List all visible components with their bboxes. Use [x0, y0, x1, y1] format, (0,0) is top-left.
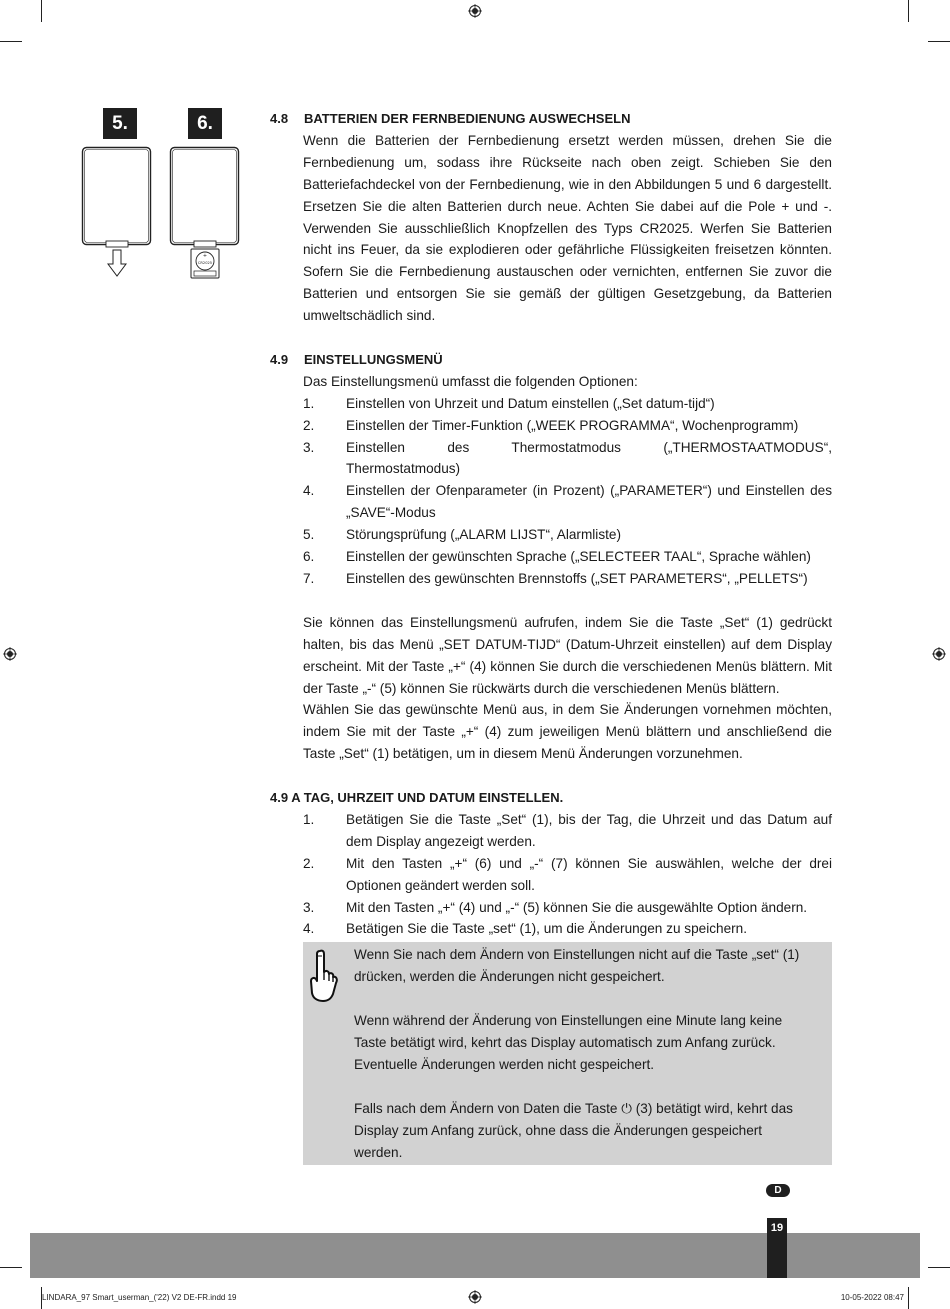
section-heading	[270, 108, 832, 130]
list-text: Einstellen des Thermostatmodus („THERMOSTAATMODUS“, Thermostatmodus)	[346, 439, 832, 477]
list-number: 4.	[303, 483, 315, 499]
list-item	[303, 568, 832, 590]
print-slug-left: LINDARA_97 Smart_userman_('22) V2 DE-FR.indd 19	[42, 1293, 237, 1302]
page-number: 19	[767, 1218, 787, 1278]
paragraph: Wählen Sie das gewünschte Menü aus, in dem Sie Änderungen vornehmen möchten, indem Sie mit der Taste „+“ (4) zum jeweiligen Menü blättern und anschließend die Taste „Set“ (1) betätigen, um in diesem Menü Änderungen vorzunehmen.	[303, 702, 832, 762]
list-text: Störungsprüfung („ALARM LIJST“, Alarmliste)	[346, 527, 621, 543]
list-number: 6.	[303, 549, 315, 565]
list-number: 1.	[303, 395, 315, 411]
battery-insertion-figure	[167, 145, 241, 280]
figure-6-label: 6.	[188, 108, 222, 139]
list-item	[303, 809, 832, 853]
paragraph: Das Einstellungsmenü umfasst die folgenden Optionen:	[303, 373, 638, 389]
crop-mark	[0, 1267, 22, 1268]
list-item	[303, 437, 832, 481]
section-number: 4.8	[270, 111, 289, 126]
note-text: Wenn während der Änderung von Einstellungen eine Minute lang keine Taste betätigt wird, kehrt das Display automatisch zum Anfang zurück. Eventuelle Änderungen werden nicht gespeichert.	[354, 1013, 783, 1072]
remote-cover-removal-figure	[80, 145, 154, 280]
list-text: Einstellen von Uhrzeit und Datum einstellen („Set datum-tijd“)	[346, 395, 715, 411]
paragraph: Sie können das Einstellungsmenü aufrufen, indem Sie die Taste „Set“ (1) gedrückt halten, bis das Menü „SET DATUM-TIJD“ (Datum-Uhrzeit einstellen) auf dem Display erscheint. Mit der Taste „+“ (4) können Sie durch die verschiedenen Menüs blättern. Mit der Taste „-“ (5) können Sie rückwärts durch die verschiedenen Menüs blättern.	[303, 614, 832, 696]
list-number: 1.	[303, 811, 315, 827]
list-text: Betätigen Sie die Taste „set“ (1), um die Änderungen zu speichern.	[346, 921, 747, 937]
list-item	[303, 546, 832, 568]
note-text: Wenn Sie nach dem Ändern von Einstellungen nicht auf die Taste „set“ (1) drücken, werden die Änderungen nicht gespeichert.	[354, 947, 800, 985]
pointing-hand-icon	[307, 948, 339, 1004]
language-badge: D	[766, 1184, 790, 1197]
crop-mark	[0, 41, 22, 42]
section-title: EINSTELLUNGSMENÜ	[304, 351, 443, 367]
crop-mark	[928, 1267, 950, 1268]
crop-mark	[928, 41, 950, 42]
list-number: 4.	[303, 921, 315, 937]
list-number: 3.	[303, 899, 315, 915]
crop-mark	[41, 0, 42, 22]
list-number: 5.	[303, 527, 315, 543]
steps-list	[303, 809, 832, 940]
list-number: 2.	[303, 855, 315, 871]
section-title: BATTERIEN DER FERNBEDIENUNG AUSWECHSELN	[304, 111, 631, 126]
list-text: Einstellen der Ofenparameter (in Prozent) („PARAMETER“) und Einstellen des „SAVE“-Modus	[346, 483, 832, 521]
registration-mark-icon	[468, 4, 482, 18]
list-item	[303, 480, 832, 524]
note-text: Falls nach dem Ändern von Daten die Taste ⏻ (3) betätigt wird, kehrt das Display zum Anfang zurück, ohne dass die Änderungen gespeichert werden.	[354, 1100, 793, 1160]
list-item	[303, 393, 832, 415]
list-item	[303, 415, 832, 437]
registration-mark-icon	[3, 647, 17, 661]
list-number: 2.	[303, 417, 315, 433]
list-text: Einstellen des gewünschten Brennstoffs („SET PARAMETERS“, „PELLETS“)	[346, 571, 808, 587]
list-number: 3.	[303, 439, 315, 455]
list-item	[303, 524, 832, 546]
list-item	[303, 897, 832, 919]
list-text: Einstellen der gewünschten Sprache („SELECTEER TAAL“, Sprache wählen)	[346, 549, 811, 565]
list-number: 7.	[303, 571, 315, 587]
section-number: 4.9	[270, 351, 289, 367]
list-item	[303, 918, 832, 940]
paragraph: Wenn die Batterien der Fernbedienung ersetzt werden müssen, drehen Sie die Fernbedienung um, sodass ihre Rückseite nach oben zeigt. Schieben Sie den Batteriefachdeckel von der Fernbedienung, wie in den Abbildungen 5 und 6 dargestellt. Ersetzen Sie die alten Batterien durch neue. Achten Sie dabei auf die Pole + und -. Verwenden Sie ausschließlich Knopfzellen des Typs CR2025. Werfen Sie Batterien nicht ins Feuer, da sie explodieren oder gefährliche Flüssigkeiten freisetzen könnten. Sofern Sie die Fernbedienung austauschen oder vernichten, entfernen Sie zuvor die Batterien und entsorgen Sie sie gemäß der gültigen Gesetzgebung, da Batterien umweltschädlich sind.	[303, 132, 832, 324]
list-text: Mit den Tasten „+“ (4) und „-“ (5) können Sie die ausgewählte Option ändern.	[346, 899, 808, 915]
list-text: Mit den Tasten „+“ (6) und „-“ (7) können Sie auswählen, welche der drei Optionen geändert werden soll.	[346, 855, 832, 893]
section-heading	[270, 787, 832, 809]
battery-label: CR2025	[197, 261, 213, 265]
section-title: 4.9 A TAG, UHRZEIT UND DATUM EINSTELLEN.	[270, 790, 564, 806]
list-item	[303, 853, 832, 897]
print-slug-right: 10-05-2022 08:47	[840, 1293, 904, 1302]
crop-mark	[908, 0, 909, 22]
svg-text:+: +	[202, 253, 208, 259]
registration-mark-icon	[468, 1290, 482, 1304]
figure-5-label: 5.	[103, 108, 137, 139]
section-heading	[270, 349, 832, 371]
note-box	[303, 942, 832, 1165]
list-text: Betätigen Sie die Taste „Set“ (1), bis der Tag, die Uhrzeit und das Datum auf dem Display angezeigt werden.	[346, 811, 832, 849]
options-list	[303, 393, 832, 590]
crop-mark	[908, 1287, 909, 1309]
main-content	[270, 108, 832, 1165]
list-text: Einstellen der Timer-Funktion („WEEK PROGRAMMA“, Wochenprogramm)	[346, 417, 799, 433]
registration-mark-icon	[932, 647, 946, 661]
